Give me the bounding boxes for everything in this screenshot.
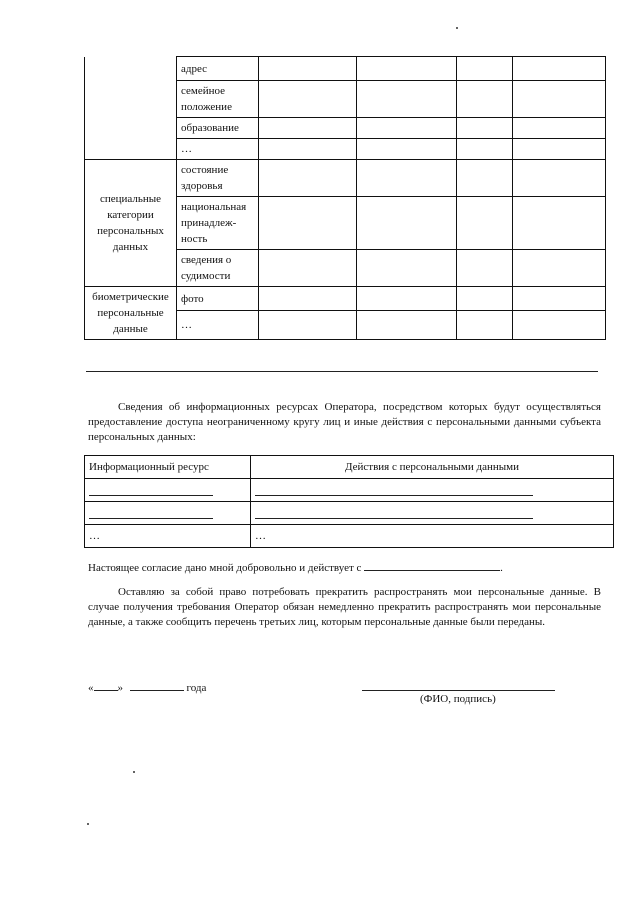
signature-line[interactable]: [362, 690, 555, 691]
column-header-resource: Информационный ресурс: [85, 456, 251, 479]
table-row: [85, 57, 606, 81]
blank-resource-cell[interactable]: [85, 479, 251, 502]
scan-speck: [133, 771, 135, 773]
consent-period: .: [500, 562, 503, 574]
column-header-actions: Действия с персональными данными: [251, 456, 614, 479]
resources-intro: Сведения об информационных ресурсах Оператора, посредством которых будут осуществляться предоставление доступа неограниченному кругу лиц и иные действия с персональными данными субъекта персональных данных:: [88, 401, 601, 443]
table-row: [85, 160, 606, 197]
biometric-label: биометрические персональные данные: [85, 287, 177, 340]
quote-open: «: [88, 682, 94, 694]
group-cell-general: [85, 57, 177, 160]
category-item: национальная принадлеж-ность: [177, 197, 259, 250]
revocation-paragraph: Оставляю за собой право потребовать прекратить распространять мои персональные данные. В случае получения требования Оператор обязан немедленно прекратить распространять мои персональные данные, а также сообщить перечень третьих лиц, которым персональные данные были переданы.: [88, 586, 601, 628]
year-word: года: [186, 682, 207, 694]
consent-statement: [88, 560, 601, 576]
quote-close: »: [117, 682, 123, 694]
table-row: [85, 525, 614, 548]
category-item: фото: [177, 287, 259, 311]
fio-signature-label: (ФИО, подпись): [420, 693, 496, 705]
category-item: …: [177, 311, 259, 340]
personal-data-categories-table: [84, 56, 606, 340]
blank-actions-cell[interactable]: [251, 479, 614, 502]
table-row: [85, 479, 614, 502]
month-blank[interactable]: [130, 680, 184, 691]
day-blank[interactable]: [94, 680, 118, 691]
actions-ellipsis: …: [251, 525, 614, 548]
scan-speck: [87, 823, 89, 825]
table-header-row: [85, 456, 614, 479]
category-item: семейное положение: [177, 81, 259, 118]
consent-text: Настоящее согласие дано мной добровольно и действует с: [88, 562, 362, 574]
category-item: сведения о судимости: [177, 250, 259, 287]
category-item: адрес: [177, 57, 259, 81]
category-item: …: [177, 139, 259, 160]
scan-speck: [456, 27, 458, 29]
information-resources-table: [84, 455, 614, 548]
table-row: [85, 287, 606, 311]
blank-actions-cell[interactable]: [251, 502, 614, 525]
signature-date: [88, 680, 206, 694]
blank-resource-cell[interactable]: [85, 502, 251, 525]
category-item: образование: [177, 118, 259, 139]
consent-date-blank[interactable]: [364, 560, 500, 571]
special-categories-label: специальные категории персональных данных: [85, 160, 177, 287]
category-item: состояние здоровья: [177, 160, 259, 197]
table-row: [85, 502, 614, 525]
resource-ellipsis: …: [85, 525, 251, 548]
separator-line: [86, 371, 598, 372]
